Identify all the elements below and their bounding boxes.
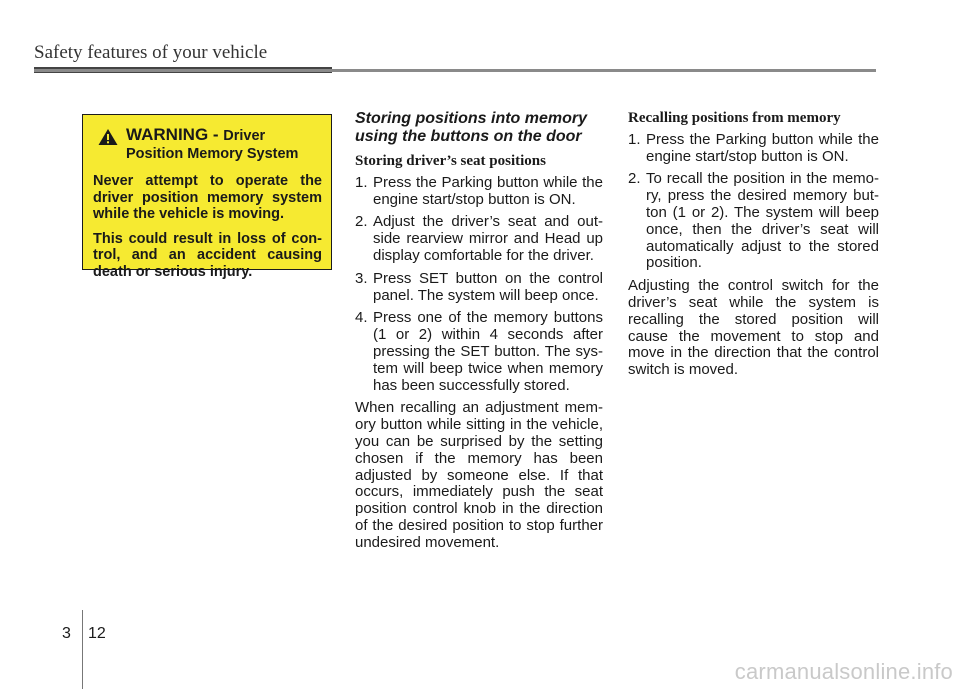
footer-divider xyxy=(82,610,83,689)
step-text: Press the Parking button while the engine start/stop button is ON. xyxy=(373,173,603,208)
right-column xyxy=(628,110,879,379)
header-rule xyxy=(34,69,876,72)
list-item xyxy=(355,271,603,305)
warning-title-line2: Position Memory System xyxy=(126,146,299,162)
step-text: Press the Parking button while the engine start/stop button is ON. xyxy=(646,130,879,165)
step-text: Press SET button on the control panel. The system will beep once. xyxy=(373,269,603,304)
warning-triangle-icon xyxy=(98,128,118,146)
step-text: To recall the position in the memo- ry, press the desired memory but- ton (1 or 2). The system will beep once, then the driver’s seat will automatically adjust to the stored position. xyxy=(646,170,879,272)
recall-caution-paragraph: When recalling an adjustment mem- ory button while sitting in the vehicle, you can be surprised by the setting chosen if the memory has been adjusted by someone else. If that occurs, immediately push the seat position control knob in the direction of the desired position to stop further undesired movement. xyxy=(355,399,603,551)
warning-header xyxy=(93,125,322,165)
section-heading: Storing positions into memory using the buttons on the door xyxy=(355,110,588,145)
warning-title xyxy=(126,125,265,145)
chapter-number: 3 xyxy=(62,625,71,642)
middle-column xyxy=(355,110,603,552)
step-number: 2. xyxy=(355,213,368,231)
step-number: 1. xyxy=(628,130,641,148)
storing-steps-list xyxy=(355,175,603,395)
warning-label: WARNING - xyxy=(126,125,224,144)
list-item xyxy=(628,132,879,166)
page-header-title: Safety features of your vehicle xyxy=(34,42,268,63)
step-number: 1. xyxy=(355,173,368,191)
recalling-steps-list xyxy=(628,132,879,272)
subheading-recalling: Recalling positions from memory xyxy=(628,110,841,126)
adjusting-paragraph: Adjusting the control switch for the driver’s seat while the system is recalling the stored position will cause the movement to stop and move in the direction that the control switch is moved. xyxy=(628,277,879,379)
warning-body xyxy=(93,173,322,280)
step-number: 3. xyxy=(355,269,368,287)
warning-paragraph: This could result in loss of con- trol, and an accident causing death or serious injury. xyxy=(93,230,322,280)
step-number: 4. xyxy=(355,309,368,327)
step-text: Press one of the memory buttons (1 or 2) within 4 seconds after pressing the SET button. The sys- tem will beep twice when memory has been successfully stored. xyxy=(373,309,603,394)
list-item xyxy=(628,171,879,272)
warning-title-inline: Driver xyxy=(223,128,266,144)
warning-box xyxy=(82,114,332,280)
list-item xyxy=(355,310,603,394)
page-number: 12 xyxy=(88,625,106,642)
step-number: 2. xyxy=(628,170,641,188)
list-item xyxy=(355,214,603,264)
warning-paragraph: Never attempt to operate the driver position memory system while the vehicle is moving. xyxy=(93,173,322,222)
list-item xyxy=(355,175,603,209)
watermark: carmanualsonline.info xyxy=(734,659,953,684)
subheading-storing: Storing driver’s seat positions xyxy=(355,153,546,169)
step-text: Adjust the driver’s seat and out- side rearview mirror and Head up display comfortable for the driver. xyxy=(373,213,603,264)
